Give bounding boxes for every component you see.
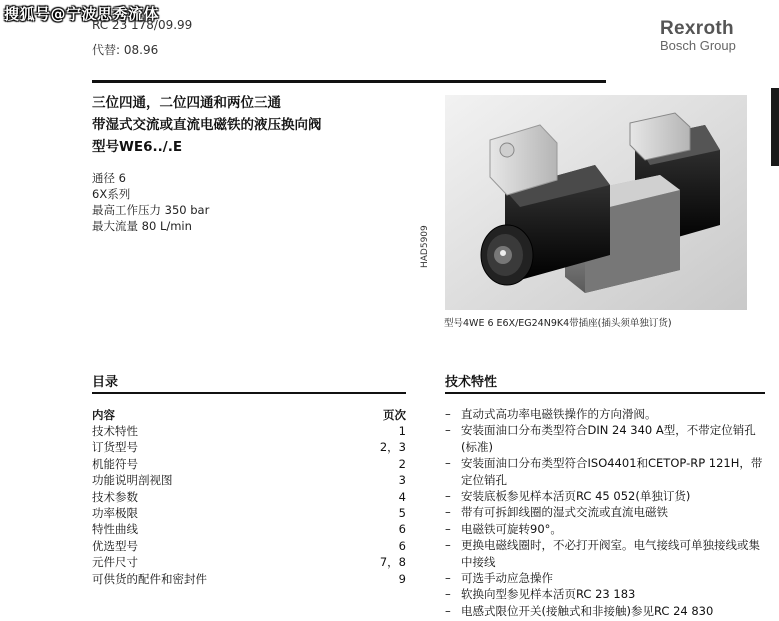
toc-row[interactable] [92,489,406,505]
toc-row[interactable] [92,521,406,537]
toc-row[interactable] [92,472,406,488]
replaces-edition: 代替: 08.96 [92,43,159,57]
document-number: RC 23 178/09.99 [92,18,193,32]
feature-item: – 电磁铁可旋转90°。 [445,521,765,537]
toc-row[interactable] [92,439,406,455]
toc-row-label: 优选型号 [92,538,138,553]
feature-item: – 软换向型参见样本活页RC 23 183 [445,586,765,602]
toc-row[interactable] [92,538,406,554]
product-title [92,92,322,158]
features-list [445,406,765,619]
product-photo [445,95,747,310]
toc-list [92,423,406,587]
photo-code: HAD5909 [420,225,430,268]
features-heading: 技术特性 [445,375,498,390]
feature-item: – 直动式高功率电磁铁操作的方向滑阀。 [445,406,765,422]
toc-col-page: 页次 [383,408,406,422]
valve-illustration [445,95,747,310]
toc-row-page: 6 [398,522,406,537]
spec-pressure: 最高工作压力 350 bar [92,203,210,217]
toc-heading: 目录 [92,375,119,390]
toc-row-label: 可供货的配件和密封件 [92,571,207,586]
toc-row-page: 2 [398,456,406,471]
spec-flow: 最大流量 80 L/min [92,219,192,233]
toc-rule [92,392,406,394]
toc-row-page: 2，3 [379,440,406,455]
feature-item: – 带有可拆卸线圈的湿式交流或直流电磁铁 [445,504,765,520]
feature-item: – 电感式限位开关(接触式和非接触)参见RC 24 830 [445,603,765,619]
toc-row-page: 5 [398,505,406,520]
feature-item: – 安装面油口分布类型符合DIN 24 340 A型，不带定位销孔(标准) [445,422,765,455]
toc-row-page: 9 [398,571,406,586]
brand-name: Rexroth [660,18,734,39]
feature-item: – 安装底板参见样本活页RC 45 052(单独订货) [445,488,765,504]
spec-size: 通径 6 [92,171,126,185]
toc-row-label: 元件尺寸 [92,555,138,570]
photo-caption: 型号4WE 6 E6X/EG24N9K4带插座(插头须单独订货) [444,318,672,329]
toc-row-label: 功率极限 [92,505,138,520]
toc-row-label: 特性曲线 [92,522,138,537]
toc-row-page: 1 [398,424,406,438]
toc-row-page: 3 [398,473,406,488]
toc-row[interactable] [92,571,406,587]
toc-row[interactable] [92,505,406,521]
toc-row[interactable] [92,423,406,439]
watermark-text: 搜狐号@宁波思秀流体 [4,5,160,23]
toc-row-label: 订货型号 [92,440,138,455]
spec-series: 6X系列 [92,187,131,201]
feature-item: – 可选手动应急操作 [445,570,765,586]
toc-row-label: 机能符号 [92,456,138,471]
toc-row-label: 技术特性 [92,424,138,438]
header-rule [92,80,606,83]
feature-item: – 更换电磁线圈时，不必打开阀室。电气接线可单独接线或集中接线 [445,537,765,570]
toc-row-page: 6 [398,538,406,553]
spec-list [92,170,209,234]
toc-header-row [92,407,406,423]
title-line-1: 三位四通，二位四通和两位三通 [92,95,281,111]
page-edge-marker [771,88,779,166]
toc-row-label: 技术参数 [92,489,138,504]
features-rule [445,392,765,394]
brand-logo [660,18,736,53]
title-line-2: 带湿式交流或直流电磁铁的液压换向阀 [92,117,322,133]
feature-item: – 安装面油口分布类型符合ISO4401和CETOP-RP 121H，带定位销孔 [445,455,765,488]
toc-row[interactable] [92,554,406,570]
brand-group: Bosch Group [660,38,736,53]
title-line-3: 型号WE6../.E [92,139,183,155]
toc-row-page: 7，8 [379,555,406,570]
toc-col-content: 内容 [92,408,115,422]
toc-row-page: 4 [398,489,406,504]
toc-row[interactable] [92,456,406,472]
toc-row-label: 功能说明剖视图 [92,473,173,488]
